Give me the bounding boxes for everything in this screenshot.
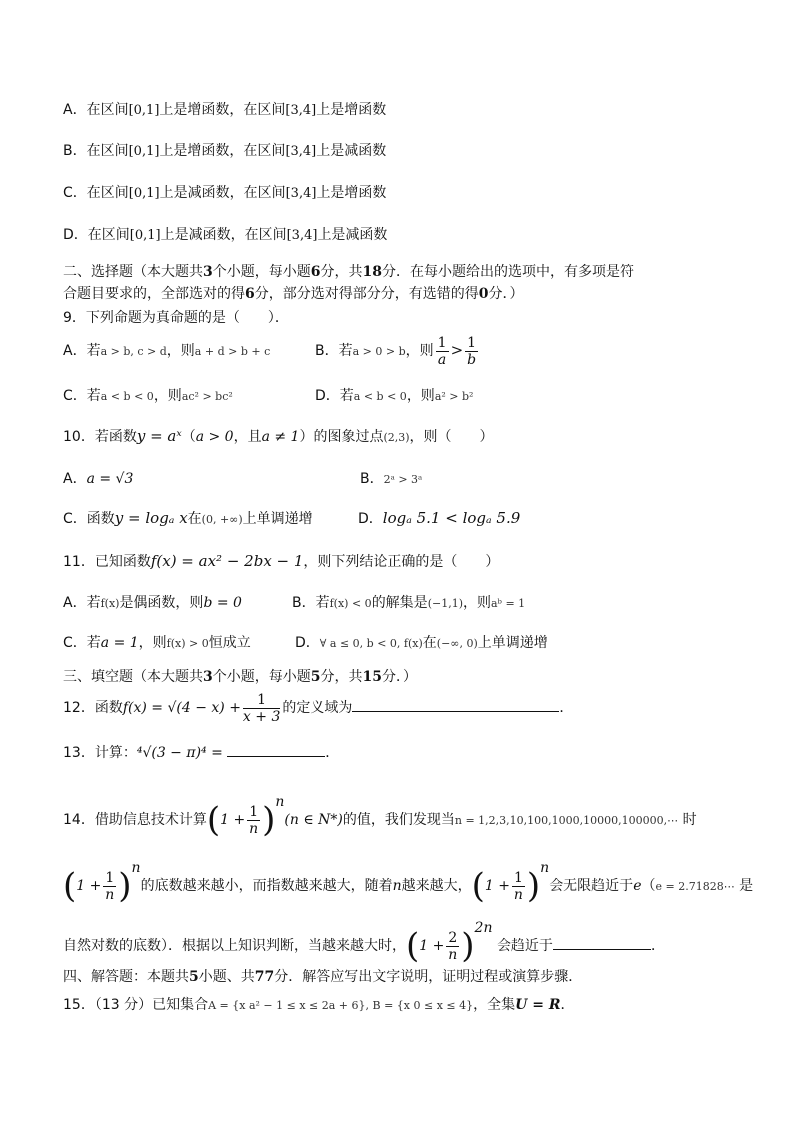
- q10-option-a: A．a = √3: [63, 471, 134, 487]
- q13: 13．计算：⁴√(3 − π)⁴ = ．: [63, 742, 339, 763]
- q14-line1: 14．借助信息技术计算(1 + $\frac{1}{n}$ )$^n$(n ∈ N*)的值，我们发现当n = 1,2,3,10,100,1000,10000,100000,⋯ 时: [63, 794, 697, 840]
- q10-option-c: C．函数y = logₐ x在(0, +∞)上单调递增: [63, 509, 313, 527]
- q14-line2: (1 + $\frac{1}{n}$ )$^n$的底数越来越小，而指数越来越大，随着n越来越大，(1 + $\frac{1}{n}$ )$^n$会无限趋近于e（e = 2.71828⋯ 是: [63, 860, 754, 906]
- q8-option-c: C．在区间[0,1]上是减函数，在区间[3,4]上是增函数: [63, 185, 387, 201]
- section-2-heading-line2: 合题目要求的，全部选对的得6分，部分选对得部分分，有选错的得0分．）: [63, 286, 524, 302]
- q9-option-b: B．若a > 0 > b，则 $\frac{1}{a}$ > $\frac{1}{b}$: [315, 334, 477, 368]
- section-2-heading: 二、选择题（本大题共3个小题，每小题6分，共18分．在每小题给出的选项中，有多项是符: [63, 264, 634, 280]
- q9-stem: 9．下列命题为真命题的是（ ）．: [63, 310, 289, 326]
- q10-option-d: D．logₐ 5.1 < logₐ 5.9: [358, 509, 521, 527]
- q12: 12．函数f(x) = √(4 − x) + $\frac{1}{x + 3}$ 的定义域为 ．: [63, 691, 574, 725]
- q9-option-c: C．若a < b < 0，则ac² > bc²: [63, 388, 233, 404]
- q12-answer-blank[interactable]: [352, 697, 559, 712]
- q9-option-d: D．若a < b < 0，则a² > b²: [315, 388, 474, 404]
- q10-stem: 10．若函数y = aˣ（a > 0，且a ≠ 1）的图象过点(2,3)，则（ ）: [63, 427, 494, 445]
- q11-stem: 11．已知函数f(x) = ax² − 2bx − 1，则下列结论正确的是（ ）: [63, 552, 500, 570]
- q15: 15．（13 分）已知集合A = {x a² − 1 ≤ x ≤ 2a + 6}, B = {x 0 ≤ x ≤ 4}，全集U = R．: [63, 997, 575, 1013]
- q13-answer-blank[interactable]: [227, 742, 325, 757]
- q8-option-b: B．在区间[0,1]上是增函数，在区间[3,4]上是减函数: [63, 143, 387, 159]
- q11-option-a: A．若f(x)是偶函数，则b = 0: [63, 595, 242, 611]
- q8-option-d: D．在区间[0,1]上是减函数，在区间[3,4]上是减函数: [63, 227, 388, 243]
- q11-option-c: C．若a = 1，则f(x) > 0恒成立: [63, 635, 251, 651]
- q11-option-b: B．若f(x) < 0的解集是(−1,1)，则aᵇ = 1: [292, 595, 526, 611]
- q9-option-a: A．若a > b, c > d，则a + d > b + c: [63, 343, 271, 359]
- section-3-heading: 三、填空题（本大题共3个小题，每小题5分，共15分．）: [63, 669, 417, 685]
- q14-answer-blank[interactable]: [553, 935, 651, 950]
- q11-option-d: D．∀ a ≤ 0, b < 0, f(x)在(−∞, 0)上单调递增: [295, 635, 548, 651]
- section-4-heading: 四、解答题：本题共5小题、共77分．解答应写出文字说明，证明过程或演算步骤．: [63, 969, 583, 985]
- q14-line3: 自然对数的底数）．根据以上知识判断，当越来越大时，(1 + $\frac{2}{n}$ )$^{2n}$ 会趋近于 ．: [63, 920, 665, 966]
- q8-option-a: A．在区间[0,1]上是增函数，在区间[3,4]上是增函数: [63, 102, 387, 118]
- q10-option-b: B．2ᵃ > 3ᵃ: [360, 471, 423, 487]
